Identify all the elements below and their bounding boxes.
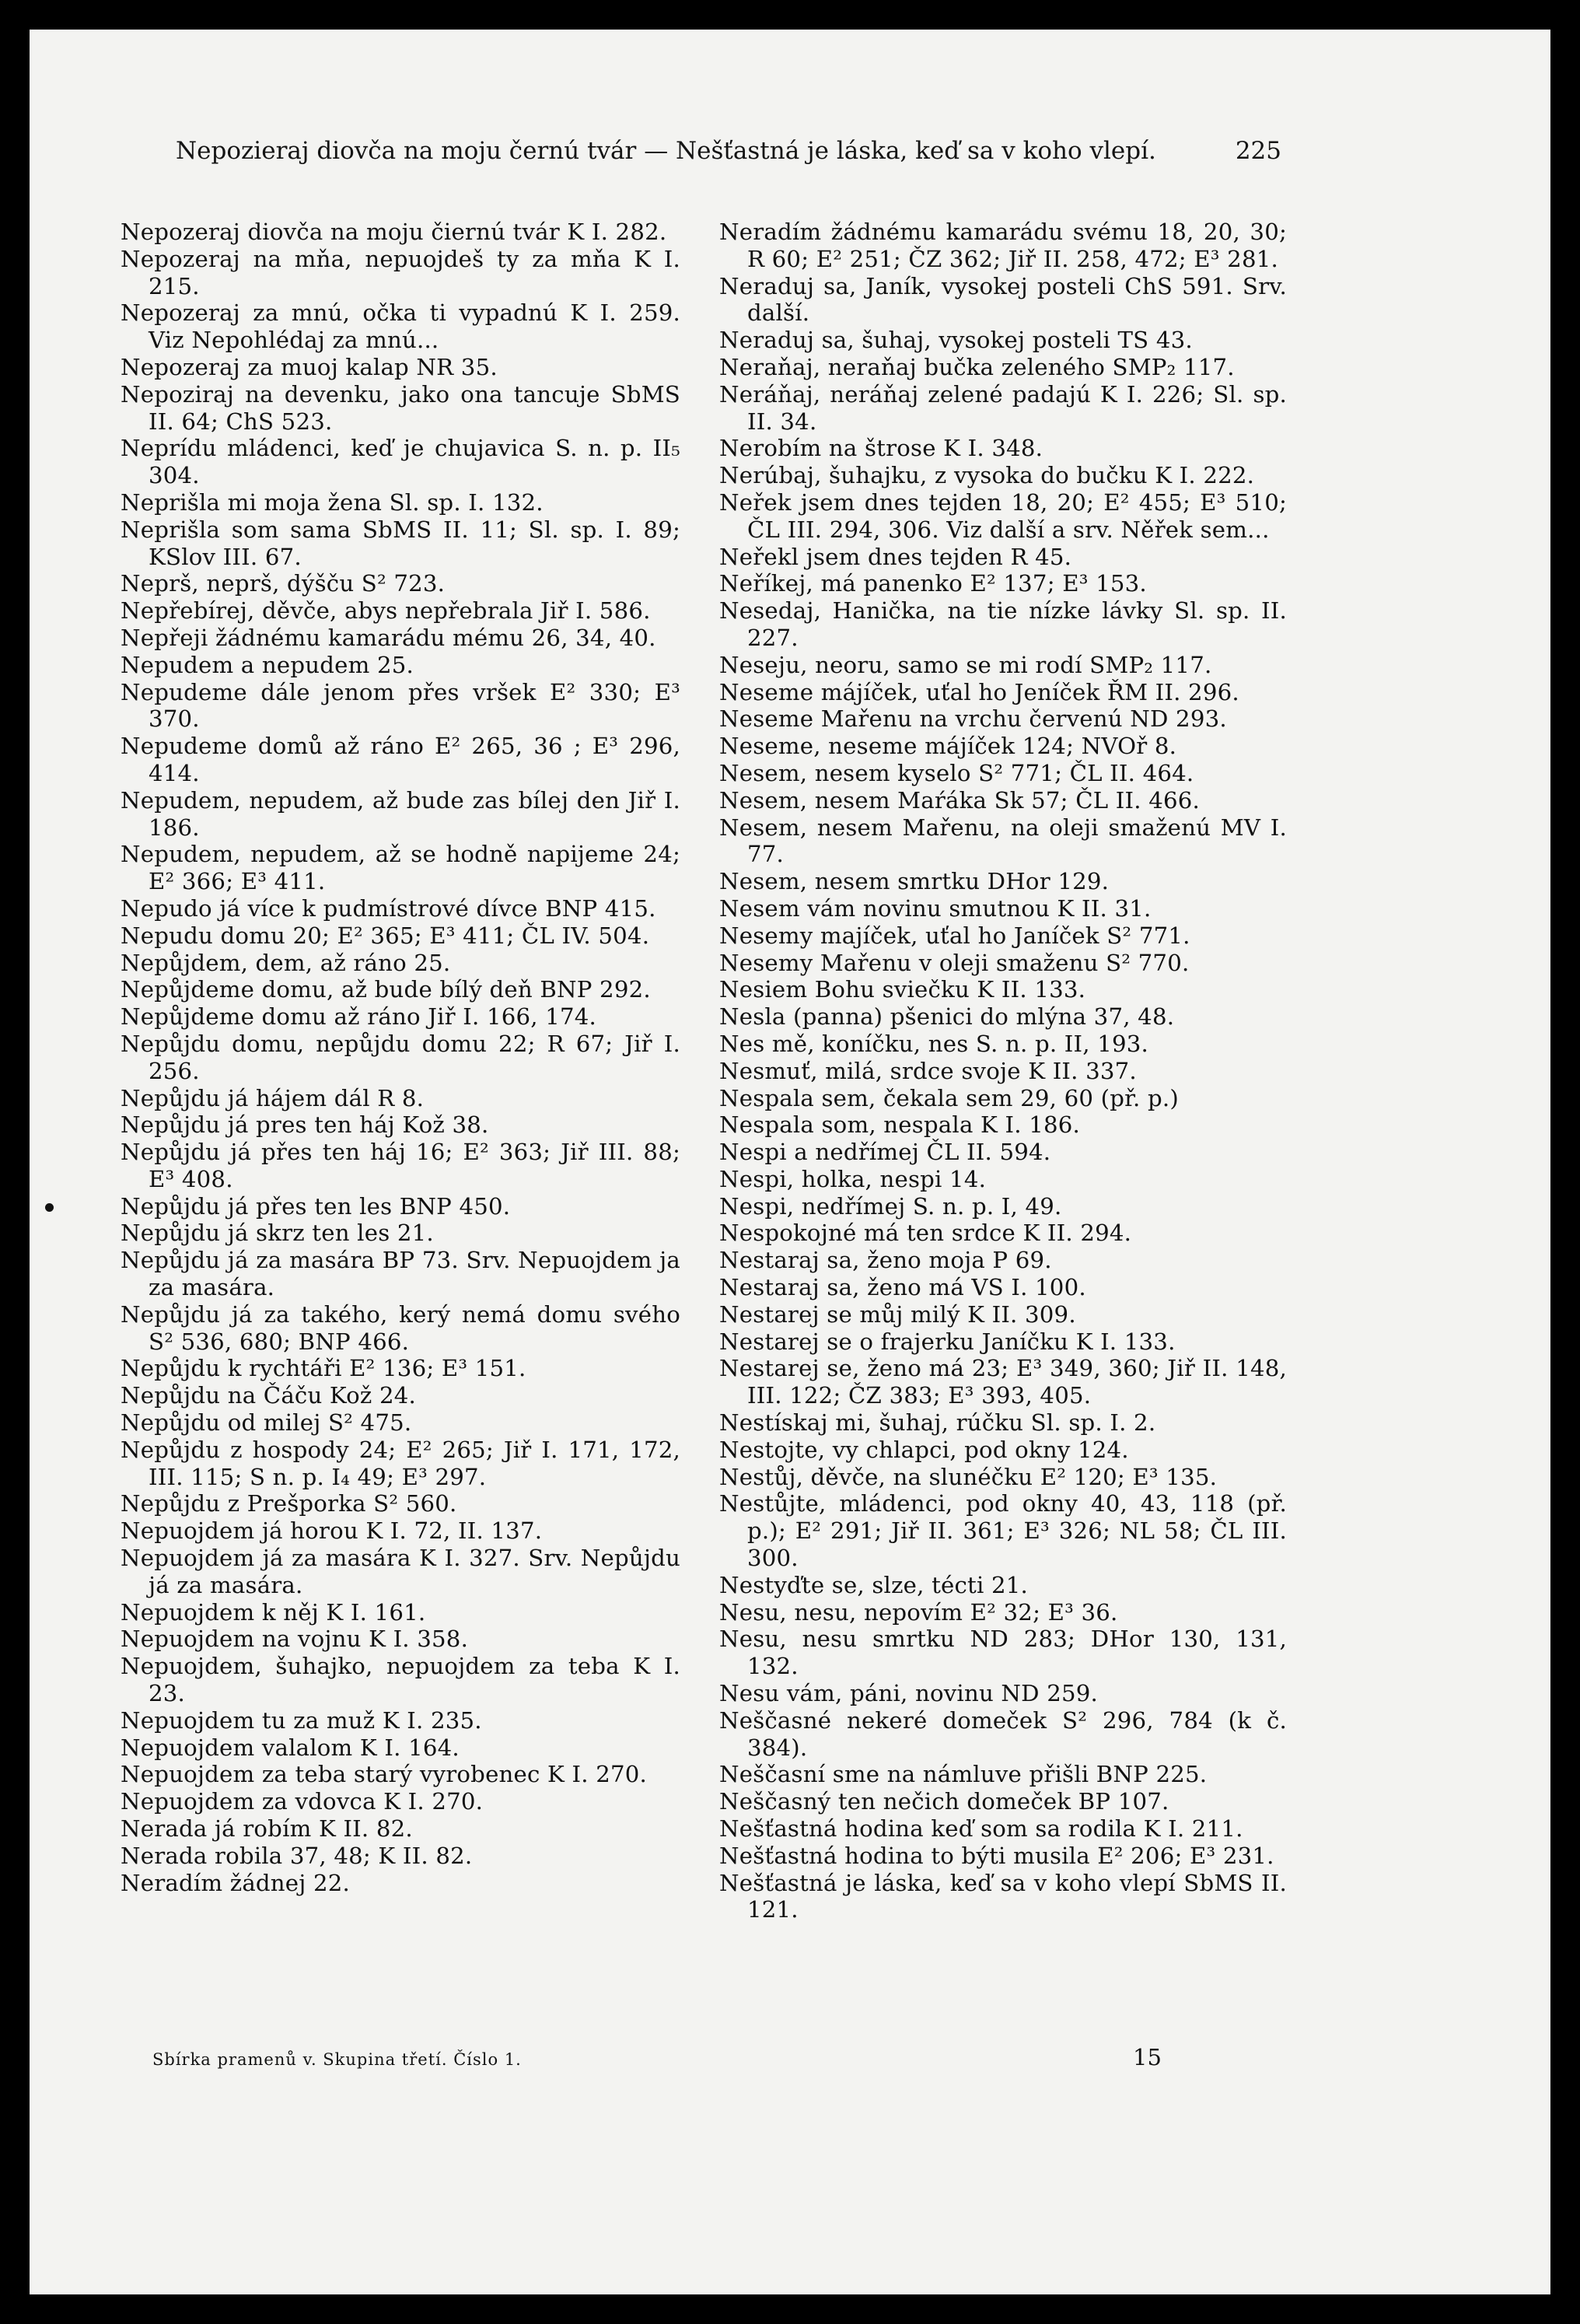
index-entry: Nestaraj sa, ženo má VS I. 100. (719, 1274, 1086, 1301)
index-entry: Nepudem, nepudem, až se hodně napijeme 24; E² 366; E³ 411. (121, 841, 680, 895)
index-entry: Nepuojdem na vojnu K I. 358. (121, 1626, 469, 1653)
index-entry: Nepudu domu 20; E² 365; E³ 411; ČL IV. 504. (121, 922, 650, 949)
index-entry: Nestarej se můj milý K II. 309. (719, 1300, 1076, 1328)
index-entry: Nepozeraj na mňa, nepuojdeš ty za mňa K I. 215. (121, 245, 680, 299)
index-entry: Nesemy majíček, uťal ho Janíček S² 771. (719, 922, 1190, 949)
index-entry: Nepudo já více k pudmístrové dívce BNP 415. (121, 894, 656, 922)
index-entry: Nepudem, nepudem, až bude zas bílej den Jiř I. 186. (121, 786, 680, 841)
index-entry: Nepuojdem k něj K I. 161. (121, 1598, 426, 1626)
header-title: Nepozieraj diovča na moju černú tvár — Nešťastná je láska, keď sa v koho vlepí. (176, 137, 1156, 165)
index-entry: Nesu, nesu, nepovím E² 32; E³ 36. (719, 1598, 1118, 1626)
index-entry: Nepůjdu na Čáču Kož 24. (121, 1382, 417, 1409)
index-entry: Nepřebírej, děvče, abys nepřebrala Jiř I. 586. (121, 597, 651, 625)
index-entry: Nesemy Mařenu v oleji smaženu S² 770. (719, 949, 1190, 976)
index-entry: Nerúbaj, šuhajku, z vysoka do bučku K I. 222. (719, 462, 1255, 489)
index-entry: Neříkej, má panenko E² 137; E³ 153. (719, 570, 1147, 597)
index-entry: Nesu vám, páni, novinu ND 259. (719, 1680, 1099, 1707)
index-entry: Neseme májíček, uťal ho Jeníček ŘM II. 296. (719, 678, 1239, 705)
index-entry: Nesem, nesem smrtku DHor 129. (719, 868, 1110, 895)
index-entry: Nesu, nesu smrtku ND 283; DHor 130, 131, 132. (719, 1626, 1287, 1680)
index-entry: Nepudeme domů až ráno E² 265, 36 ; E³ 296, 414. (121, 733, 680, 786)
index-entry: Nepůjdu z hospody 24; E² 265; Jiř I. 171, 172, III. 115; S n. p. I₄ 49; E³ 297. (121, 1436, 680, 1490)
index-entry: Neřekl jsem dnes tejden R 45. (719, 543, 1072, 570)
index-entry: Nesedaj, Hanička, na tie nízke lávky Sl. sp. II. 227. (719, 597, 1287, 651)
index-entry: Nerada robila 37, 48; K II. 82. (121, 1842, 473, 1869)
index-entry: Nepuojdem já horou K I. 72, II. 137. (121, 1517, 543, 1545)
index-entry: Neščasný ten nečich domeček BP 107. (719, 1788, 1169, 1815)
index-column-left (121, 219, 680, 1896)
index-entry: Nepuojdem tu za muž K I. 235. (121, 1706, 482, 1734)
index-entry: Nepuojdem já za masára K I. 327. Srv. Nepůjdu já za masára. (121, 1545, 680, 1598)
index-entry: Nesem vám novinu smutnou K II. 31. (719, 894, 1152, 922)
index-entry: Nestarej se, ženo má 23; E³ 349, 360; Jiř II. 148, III. 122; ČZ 383; E³ 393, 405. (719, 1355, 1287, 1409)
index-entry: Neraduj sa, Janík, vysokej posteli ChS 591. Srv. další. (719, 272, 1287, 327)
index-entry: Nerobím na štrose K I. 348. (719, 435, 1043, 462)
index-entry: Nesla (panna) pšenici do mlýna 37, 48. (719, 1003, 1175, 1031)
index-entry: Nestůjte, mládenci, pod okny 40, 43, 118 (př. p.); E² 291; Jiř II. 361; E³ 326; NL 58; ČL III. 300. (719, 1490, 1287, 1572)
index-entry: Nepůjdu já pres ten háj Kož 38. (121, 1111, 489, 1139)
footer-signature: Sbírka pramenů v. Skupina třetí. Číslo 1. (152, 2050, 522, 2069)
index-entry: Nestojte, vy chlapci, pod okny 124. (719, 1436, 1129, 1463)
index-entry: Nespi a nedřímej ČL II. 594. (719, 1139, 1051, 1166)
page-number: 225 (1235, 137, 1281, 165)
index-entry: Nepudem a nepudem 25. (121, 651, 414, 678)
index-entry: Nepůjdem, dem, až ráno 25. (121, 949, 451, 976)
index-entry: Nepůjdu já přes ten háj 16; E² 363; Jiř III. 88; E³ 408. (121, 1139, 680, 1192)
index-entry: Nepozeraj za muoj kalap NR 35. (121, 353, 498, 380)
index-entry: Nepřeji žádnému kamarádu mému 26, 34, 40. (121, 624, 656, 651)
index-entry: Neradím žádnej 22. (121, 1869, 351, 1896)
index-entry: Nepůjdu já přes ten les BNP 450. (121, 1192, 511, 1220)
footer-sheet-number: 15 (1133, 2044, 1162, 2070)
index-entry: Nestůj, děvče, na slunéčku E² 120; E³ 135. (719, 1463, 1218, 1490)
index-entry: Neprídu mládenci, keď je chujavica S. n. p. II₅ 304. (121, 435, 680, 489)
index-entry: Nespala sem, čekala sem 29, 60 (př. p.) (719, 1084, 1179, 1111)
index-entry: Neradím žádnému kamarádu svému 18, 20, 30; R 60; E² 251; ČZ 362; Jiř II. 258, 472; E³ 281. (719, 219, 1287, 272)
index-entry: Nes mě, koníčku, nes S. n. p. II, 193. (719, 1030, 1148, 1057)
index-column-right (719, 219, 1287, 1923)
index-entry: Nepuojdem valalom K I. 164. (121, 1734, 460, 1761)
index-entry: Nepůjdu od milej S² 475. (121, 1409, 412, 1437)
index-entry: Neprišla mi moja žena Sl. sp. I. 132. (121, 488, 544, 516)
index-entry: Neščasní sme na námluve přišli BNP 225. (719, 1761, 1208, 1788)
index-entry: Nešťastná je láska, keď sa v koho vlepí SbMS II. 121. (719, 1869, 1287, 1923)
index-entry: Nepůjdeme domu až ráno Jiř I. 166, 174. (121, 1003, 597, 1031)
index-entry: Nepůjdu z Prešporka S² 560. (121, 1490, 457, 1517)
index-entry: Nepuojdem za teba starý vyrobenec K I. 270. (121, 1761, 647, 1788)
index-entry: Nesmuť, milá, srdce svoje K II. 337. (719, 1057, 1137, 1084)
index-entry: Nepůjdu já hájem dál R 8. (121, 1084, 425, 1111)
index-entry: Nepůjdu k rychtáři E² 136; E³ 151. (121, 1355, 526, 1382)
index-entry: Nepuojdem za vdovca K I. 270. (121, 1788, 484, 1815)
index-entry: Nespi, holka, nespi 14. (719, 1165, 987, 1192)
index-entry: Nesem, nesem Maŕáka Sk 57; ČL II. 466. (719, 786, 1200, 814)
index-entry: Neprš, neprš, dýšču S² 723. (121, 570, 446, 597)
index-entry: Nestískaj mi, šuhaj, rúčku Sl. sp. I. 2. (719, 1409, 1156, 1437)
margin-dot-mark (45, 1203, 54, 1212)
index-entry: Neraduj sa, šuhaj, vysokej posteli TS 43. (719, 327, 1193, 354)
index-entry: Nepůjdeme domu, až bude bílý deň BNP 292. (121, 976, 651, 1003)
index-entry: Nesiem Bohu sviečku K II. 133. (719, 976, 1086, 1003)
index-entry: Nestarej se o frajerku Janíčku K I. 133. (719, 1328, 1176, 1355)
index-entry: Nespala som, nespala K I. 186. (719, 1111, 1080, 1139)
index-entry: Neseme Mařenu na vrchu červenú ND 293. (719, 705, 1227, 733)
index-entry: Neraňaj, neraňaj bučka zeleného SMP₂ 117. (719, 353, 1235, 380)
index-entry: Nepůjdu domu, nepůjdu domu 22; R 67; Jiř I. 256. (121, 1030, 680, 1084)
index-entry: Nepůjdu já skrz ten les 21. (121, 1220, 434, 1247)
index-entry: Neščasné nekeré domeček S² 296, 784 (k č. 384). (719, 1706, 1287, 1761)
index-entry: Nepozeraj za mnú, očka ti vypadnú K I. 259. Viz Nepohlédaj za mnú... (121, 299, 680, 354)
index-entry: Nepoziraj na devenku, jako ona tancuje SbMS II. 64; ChS 523. (121, 380, 680, 435)
index-entry: Nesem, nesem Mařenu, na oleji smaženú MV I. 77. (719, 814, 1287, 868)
index-entry: Nepozeraj diovča na moju čiernú tvár K I. 282. (121, 219, 667, 245)
index-entry: Nepuojdem, šuhajko, nepuojdem za teba K I. 23. (121, 1653, 680, 1707)
index-entry: Nesem, nesem kyselo S² 771; ČL II. 464. (719, 759, 1194, 786)
index-entry: Nešťastná hodina keď som sa rodila K I. 211. (719, 1815, 1243, 1843)
index-entry: Neřek jsem dnes tejden 18, 20; E² 455; E³ 510; ČL III. 294, 306. Viz další a srv. Něřek sem... (719, 488, 1287, 543)
index-entry: Nestaraj sa, ženo moja P 69. (719, 1247, 1052, 1274)
index-entry: Neráňaj, neráňaj zelené padajú K I. 226; Sl. sp. II. 34. (719, 380, 1287, 435)
index-entry: Nespi, nedřímej S. n. p. I, 49. (719, 1192, 1062, 1220)
index-entry: Neseju, neoru, samo se mi rodí SMP₂ 117. (719, 651, 1212, 678)
index-entry: Neseme, neseme májíček 124; NVOř 8. (719, 733, 1177, 760)
index-entry: Nespokojné má ten srdce K II. 294. (719, 1220, 1132, 1247)
index-entry: Nešťastná hodina to býti musila E² 206; E³ 231. (719, 1842, 1274, 1869)
index-entry: Nerada já robím K II. 82. (121, 1815, 413, 1843)
index-entry: Nestyďte se, slze, técti 21. (719, 1571, 1029, 1598)
index-entry: Nepudeme dále jenom přes vršek E² 330; E³ 370. (121, 678, 680, 733)
index-entry: Nepůjdu já za masára BP 73. Srv. Nepuojdem ja za masára. (121, 1247, 680, 1301)
index-entry: Neprišla som sama SbMS II. 11; Sl. sp. I. 89; KSlov III. 67. (121, 516, 680, 570)
index-entry: Nepůjdu já za takého, kerý nemá domu svého S² 536, 680; BNP 466. (121, 1300, 680, 1355)
